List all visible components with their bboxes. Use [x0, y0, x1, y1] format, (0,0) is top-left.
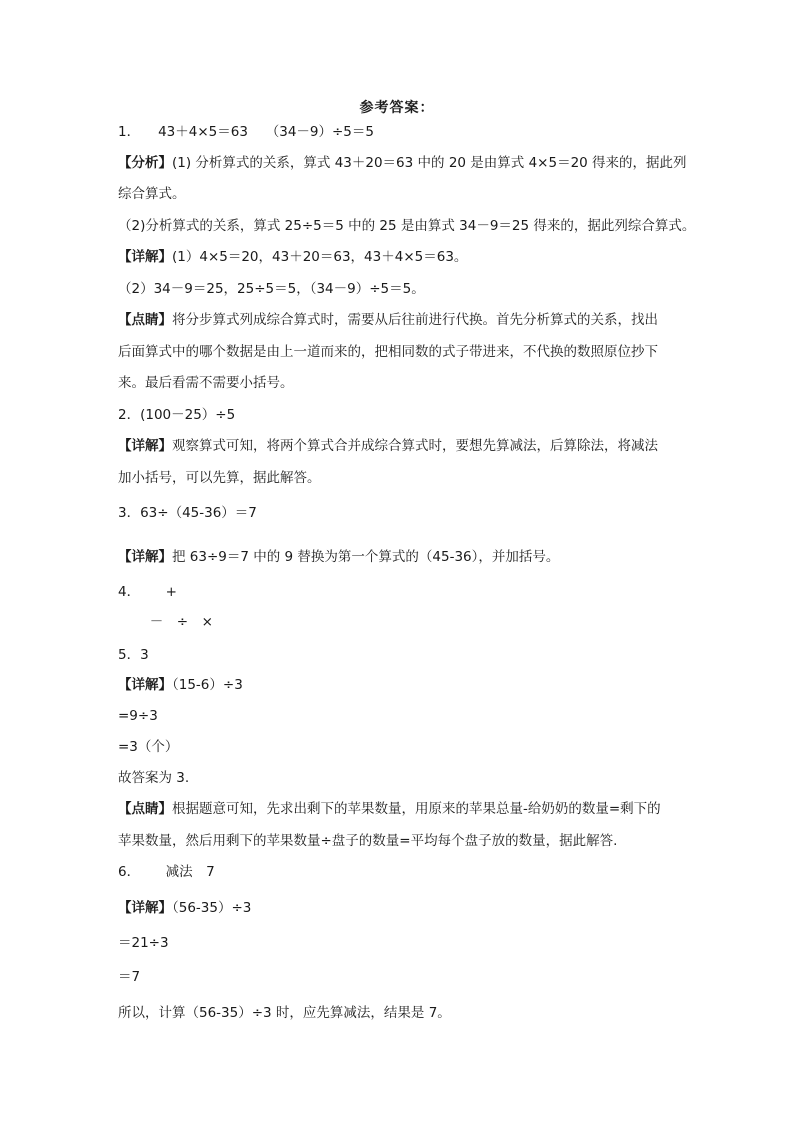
tip-line [118, 799, 678, 819]
answer-2-line [118, 405, 678, 425]
question-number: 1． [118, 124, 141, 140]
text-line: 加小括号，可以先算，据此解答。 [118, 470, 321, 486]
section-tag: 【详解】 [118, 549, 172, 565]
answer-5-line [118, 645, 678, 665]
section-tag: 【详解】 [118, 249, 172, 265]
line-text: 减法 7 [152, 864, 215, 880]
question-number: 6． [118, 864, 141, 880]
text-line: 故答案为 3. [118, 770, 190, 786]
text-line: ＝21÷3 [118, 935, 169, 951]
line-text: (100－25）÷5 [140, 407, 236, 423]
text-line: 综合算式。 [118, 186, 186, 202]
question-number: 2． [118, 407, 141, 423]
line-text: 把 63÷9＝7 中的 9 替换为第一个算式的（45-36），并加括号。 [172, 549, 560, 565]
answer-1-line [118, 122, 678, 142]
line-text: 63÷（45-36）＝7 [140, 505, 257, 521]
text-line: （2)分析算式的关系，算式 25÷5＝5 中的 25 是由算式 34－9＝25 得来的，据此列综合算式。 [118, 218, 696, 234]
text-line: 后面算式中的哪个数据是由上一道而来的，把相同数的式子带进来，不代换的数照原位抄下 [118, 344, 658, 360]
detail-line [118, 898, 678, 918]
section-tag: 【分析】 [118, 155, 172, 171]
tip-line [118, 310, 678, 330]
line-text: 将分步算式列成综合算式时，需要从后往前进行代换。首先分析算式的关系，找出 [172, 312, 658, 328]
question-number: 3． [118, 505, 141, 521]
line-text: (1) 分析算式的关系，算式 43＋20＝63 中的 20 是由算式 4×5＝20 得来的，据此列 [172, 155, 687, 171]
line-text: 观察算式可知，将两个算式合并成综合算式时，要想先算减法，后算除法，将减法 [172, 438, 658, 454]
answer-3-line [118, 503, 678, 523]
question-number: 4． [118, 584, 141, 600]
text-line: =9÷3 [118, 708, 158, 724]
text-line [118, 612, 678, 632]
section-tag: 【详解】 [118, 900, 172, 916]
section-tag: 【点睛】 [118, 801, 172, 817]
section-tag: 【详解】 [118, 677, 172, 693]
text-line: =3（个） [118, 739, 179, 755]
detail-line [118, 247, 678, 267]
answer-4-line [118, 582, 678, 602]
line-text: 根据题意可知，先求出剩下的苹果数量，用原来的苹果总量-给奶奶的数量=剩下的 [172, 801, 661, 817]
detail-line [118, 547, 678, 567]
answer-6-line [118, 862, 678, 882]
text-line: 苹果数量，然后用剩下的苹果数量÷盘子的数量=平均每个盘子放的数量，据此解答. [118, 833, 618, 849]
line-text: (1）4×5＝20，43＋20＝63，43＋4×5＝63。 [172, 249, 468, 265]
text-line: （2）34－9＝25，25÷5＝5，（34－9）÷5＝5。 [118, 281, 425, 297]
question-number: 5． [118, 647, 141, 663]
line-text: （56-35）÷3 [172, 900, 252, 916]
text-line: 来。最后看需不需要小括号。 [118, 375, 294, 391]
text-line: 所以，计算（56-35）÷3 时，应先算减法，结果是 7。 [118, 1005, 451, 1021]
line-text: 3 [140, 647, 149, 663]
line-text: 43＋4×5＝63 （34－9）÷5＝5 [158, 124, 374, 140]
section-tag: 【详解】 [118, 438, 172, 454]
line-text: + [152, 584, 177, 600]
text-line: ＝7 [118, 969, 141, 985]
line-text: （15-6）÷3 [172, 677, 243, 693]
detail-line [118, 675, 678, 695]
page-title: 参考答案： [359, 100, 435, 116]
detail-line [118, 436, 678, 456]
analysis-line [118, 153, 687, 173]
line-text: － ÷ × [132, 614, 213, 630]
section-tag: 【点睛】 [118, 312, 172, 328]
